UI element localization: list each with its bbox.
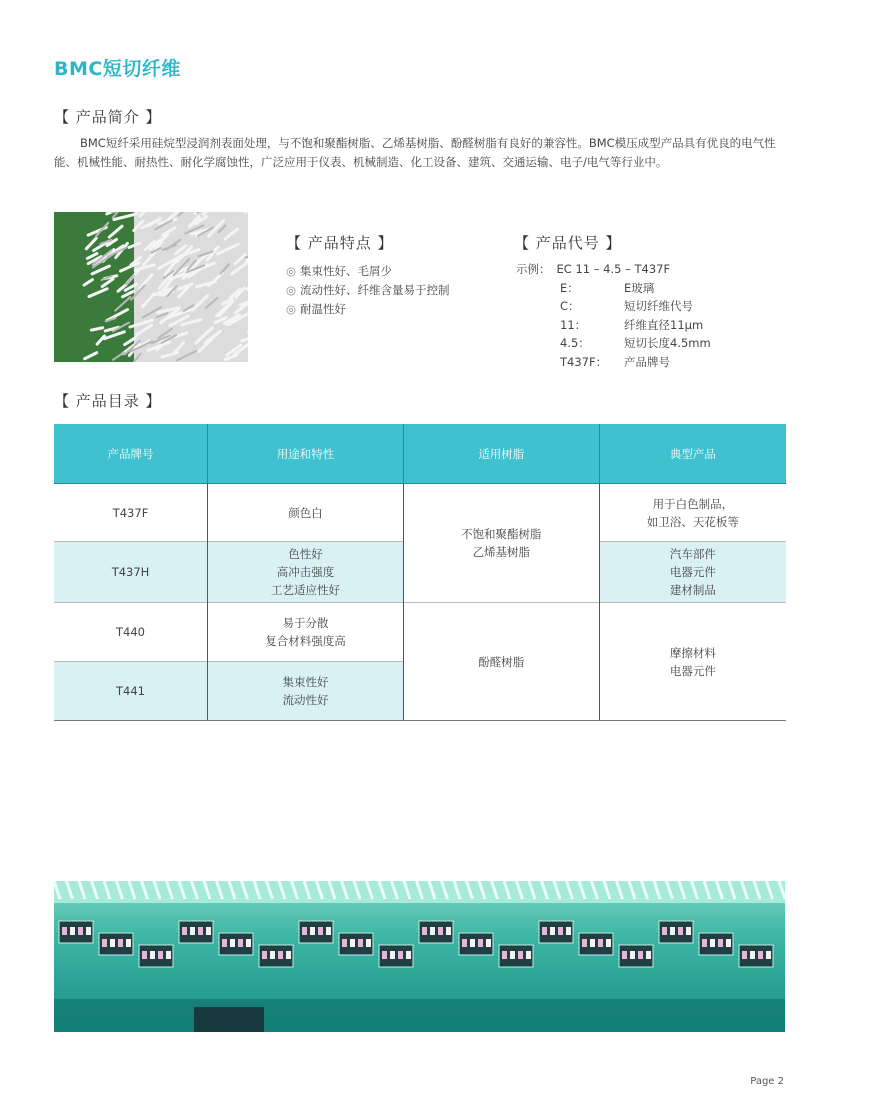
- code-row: 4.5： 短切长度4.5mm: [560, 336, 711, 350]
- feature-item: ◎ 耐温性好: [286, 302, 347, 316]
- page-title: BMC短切纤维: [54, 58, 181, 80]
- fiber-illustration: [54, 212, 248, 362]
- feature-cell: 集束性好 流动性好: [208, 662, 404, 721]
- intro-text: BMC短纤采用硅烷型浸润剂表面处理，与不饱和聚酯树脂、乙烯基树脂、酚醛树脂有良好的兼容性。BMC模压成型产品具有优良的电气性能、机械性能、耐热性、耐化学腐蚀性，广泛应用于仪表、机械制造、化工设备、建筑、交通运输、电子/电气等行业中。: [54, 136, 776, 169]
- product-catalog-table: [54, 424, 786, 721]
- bullet-icon: ◎: [286, 264, 297, 278]
- chopped-fiber-photo: [54, 212, 248, 362]
- control-room-illustration: [54, 881, 785, 1032]
- product-cell: 摩擦材料 电器元件: [599, 603, 786, 721]
- grade-cell: T437H: [54, 542, 208, 603]
- resin-cell: 酚醛树脂: [403, 603, 599, 721]
- resin-cell: 不饱和聚酯树脂 乙烯基树脂: [403, 484, 599, 603]
- code-row: E： E玻璃: [560, 280, 655, 295]
- control-room-photo: [54, 881, 785, 1032]
- code-row: C： 短切纤维代号: [560, 299, 693, 313]
- product-cell: 用于白色制品， 如卫浴、天花板等: [599, 484, 786, 542]
- code-example-row: [516, 260, 670, 279]
- header-grade: 产品牌号: [54, 424, 208, 484]
- bullet-icon: ◎: [286, 302, 297, 316]
- header-resin: 适用树脂: [403, 424, 599, 484]
- grade-cell: T437F: [54, 484, 208, 542]
- table-row: [54, 603, 786, 662]
- feature-item: ◎ 流动性好、纤维含量易于控制: [286, 283, 450, 297]
- grade-cell: T441: [54, 662, 208, 721]
- table-header-row: [54, 424, 786, 484]
- product-code-block: [516, 260, 711, 371]
- bullet-icon: ◎: [286, 283, 297, 297]
- catalog-heading: 【 产品目录 】: [54, 392, 162, 410]
- code-example-label: 示例：: [516, 262, 551, 276]
- feature-cell: 颜色白: [208, 484, 404, 542]
- code-heading: 【 产品代号 】: [514, 234, 622, 252]
- header-feature: 用途和特性: [208, 424, 404, 484]
- features-list: [286, 262, 450, 319]
- code-row: T437F： 产品牌号: [560, 354, 670, 369]
- grade-cell: T440: [54, 603, 208, 662]
- code-row: 11： 纤维直径11μm: [560, 317, 704, 332]
- header-product: 典型产品: [599, 424, 786, 484]
- table-row: [54, 484, 786, 542]
- intro-heading: 【 产品简介 】: [54, 108, 162, 126]
- feature-cell: 色性好 高冲击强度 工艺适应性好: [208, 542, 404, 603]
- feature-cell: 易于分散 复合材料强度高: [208, 603, 404, 662]
- page-number: Page 2: [750, 1076, 784, 1087]
- product-cell: 汽车部件 电器元件 建材制品: [599, 542, 786, 603]
- code-example-value: EC 11 – 4.5 – T437F: [556, 262, 671, 276]
- feature-item: ◎ 集束性好、毛屑少: [286, 264, 393, 278]
- features-heading: 【 产品特点 】: [286, 234, 394, 252]
